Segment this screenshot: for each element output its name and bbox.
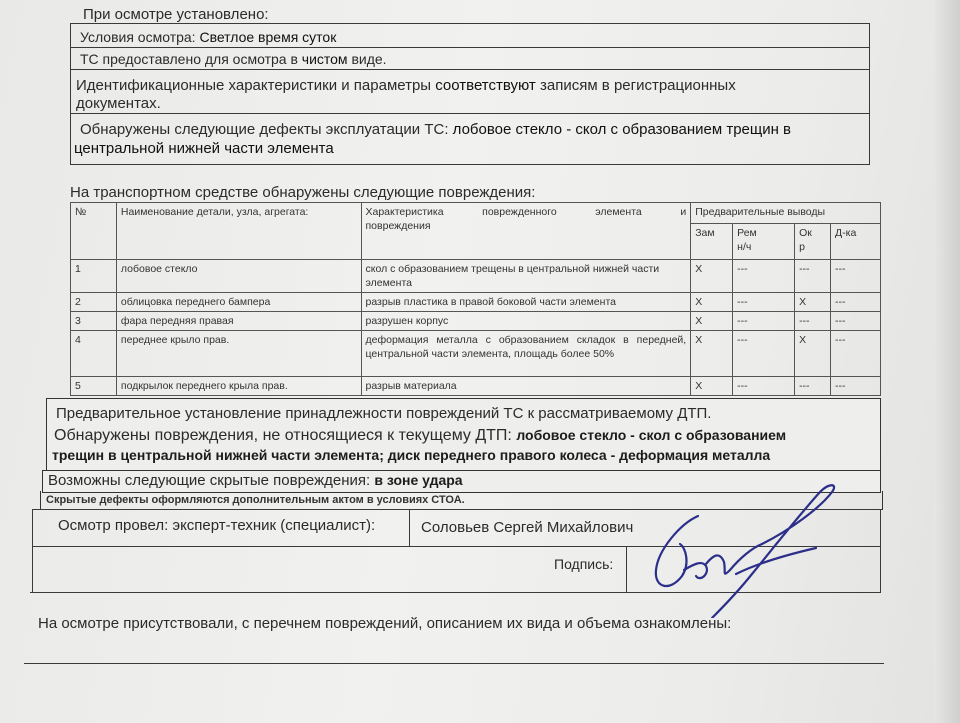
- header-okr: Ок р: [795, 223, 831, 259]
- header-dka: Д-ка: [831, 223, 881, 259]
- signature-label: Подпись:: [554, 556, 614, 572]
- operational-defects-cont: центральной нижней части элемента: [74, 140, 334, 157]
- hidden-defects-note: Скрытые дефекты оформляются дополнительным актом в условиях СТОА.: [46, 494, 465, 506]
- header-part: Наименование детали, узла, агрегата:: [116, 203, 361, 260]
- inspector-label: Осмотр провел: эксперт-техник (специалист):: [58, 517, 376, 534]
- damage-table: [70, 202, 881, 396]
- header-description: Характеристика поврежденного элемента и повреждения: [361, 203, 691, 260]
- attendees-line: [24, 663, 884, 664]
- prelim-line1: Предварительное установление принадлежности повреждений ТС к рассматриваемому ДТП.: [56, 405, 712, 422]
- table-row: 2 облицовка переднего бампера разрыв пластика в правой боковой части элемента X --- X ---: [71, 293, 881, 312]
- table-row: 5 подкрылок переднего крыла прав. разрыв материала X --- --- ---: [71, 377, 881, 396]
- table-row: 3 фара передняя правая разрушен корпус X --- --- ---: [71, 312, 881, 331]
- cleanliness-condition: ТС предоставлено для осмотра в чистом виде.: [80, 51, 387, 67]
- identification-condition-cont: документах.: [76, 95, 161, 112]
- unrelated-damage: Обнаружены повреждения, не относящиеся к текущему ДТП: лобовое стекло - скол с образованием: [54, 427, 787, 444]
- unrelated-damage-cont: трещин в центральной нижней части элемента; диск переднего правого колеса - деформация металла: [52, 447, 771, 463]
- operational-defects: Обнаружены следующие дефекты эксплуатации ТС: лобовое стекло - скол с образованием трещин в: [80, 121, 792, 138]
- table-row: 1 лобовое стекло скол с образованием трещены в центральной нижней части элемента X --- --- ---: [71, 260, 881, 293]
- page-edge: [934, 0, 960, 723]
- header-num: №: [71, 203, 117, 260]
- inspector-name: Соловьев Сергей Михайлович: [421, 519, 634, 536]
- identification-condition: Идентификационные характеристики и параметры соответствуют записям в регистрационных: [76, 77, 736, 94]
- inspection-heading: При осмотре установлено:: [83, 6, 269, 23]
- table-row: 4 переднее крыло прав. деформация металла с образованием складок в передней, центральной части элемента, площадь более 50% X --- X ---: [71, 331, 881, 377]
- handwritten-signature: [640, 478, 870, 618]
- damage-heading: На транспортном средстве обнаружены следующие повреждения:: [70, 184, 536, 201]
- table-header-row: [71, 203, 881, 224]
- header-prelim: Предварительные выводы: [691, 203, 881, 224]
- lighting-condition: Условия осмотра: Светлое время суток: [80, 29, 337, 45]
- hidden-damage: Возможны следующие скрытые повреждения: в зоне удара: [48, 472, 463, 489]
- header-zam: Зам: [691, 223, 733, 259]
- header-rem: Рем н/ч: [733, 223, 795, 259]
- attendees-note: На осмотре присутствовали, с перечнем повреждений, описанием их вида и объема ознакомлены:: [38, 615, 732, 632]
